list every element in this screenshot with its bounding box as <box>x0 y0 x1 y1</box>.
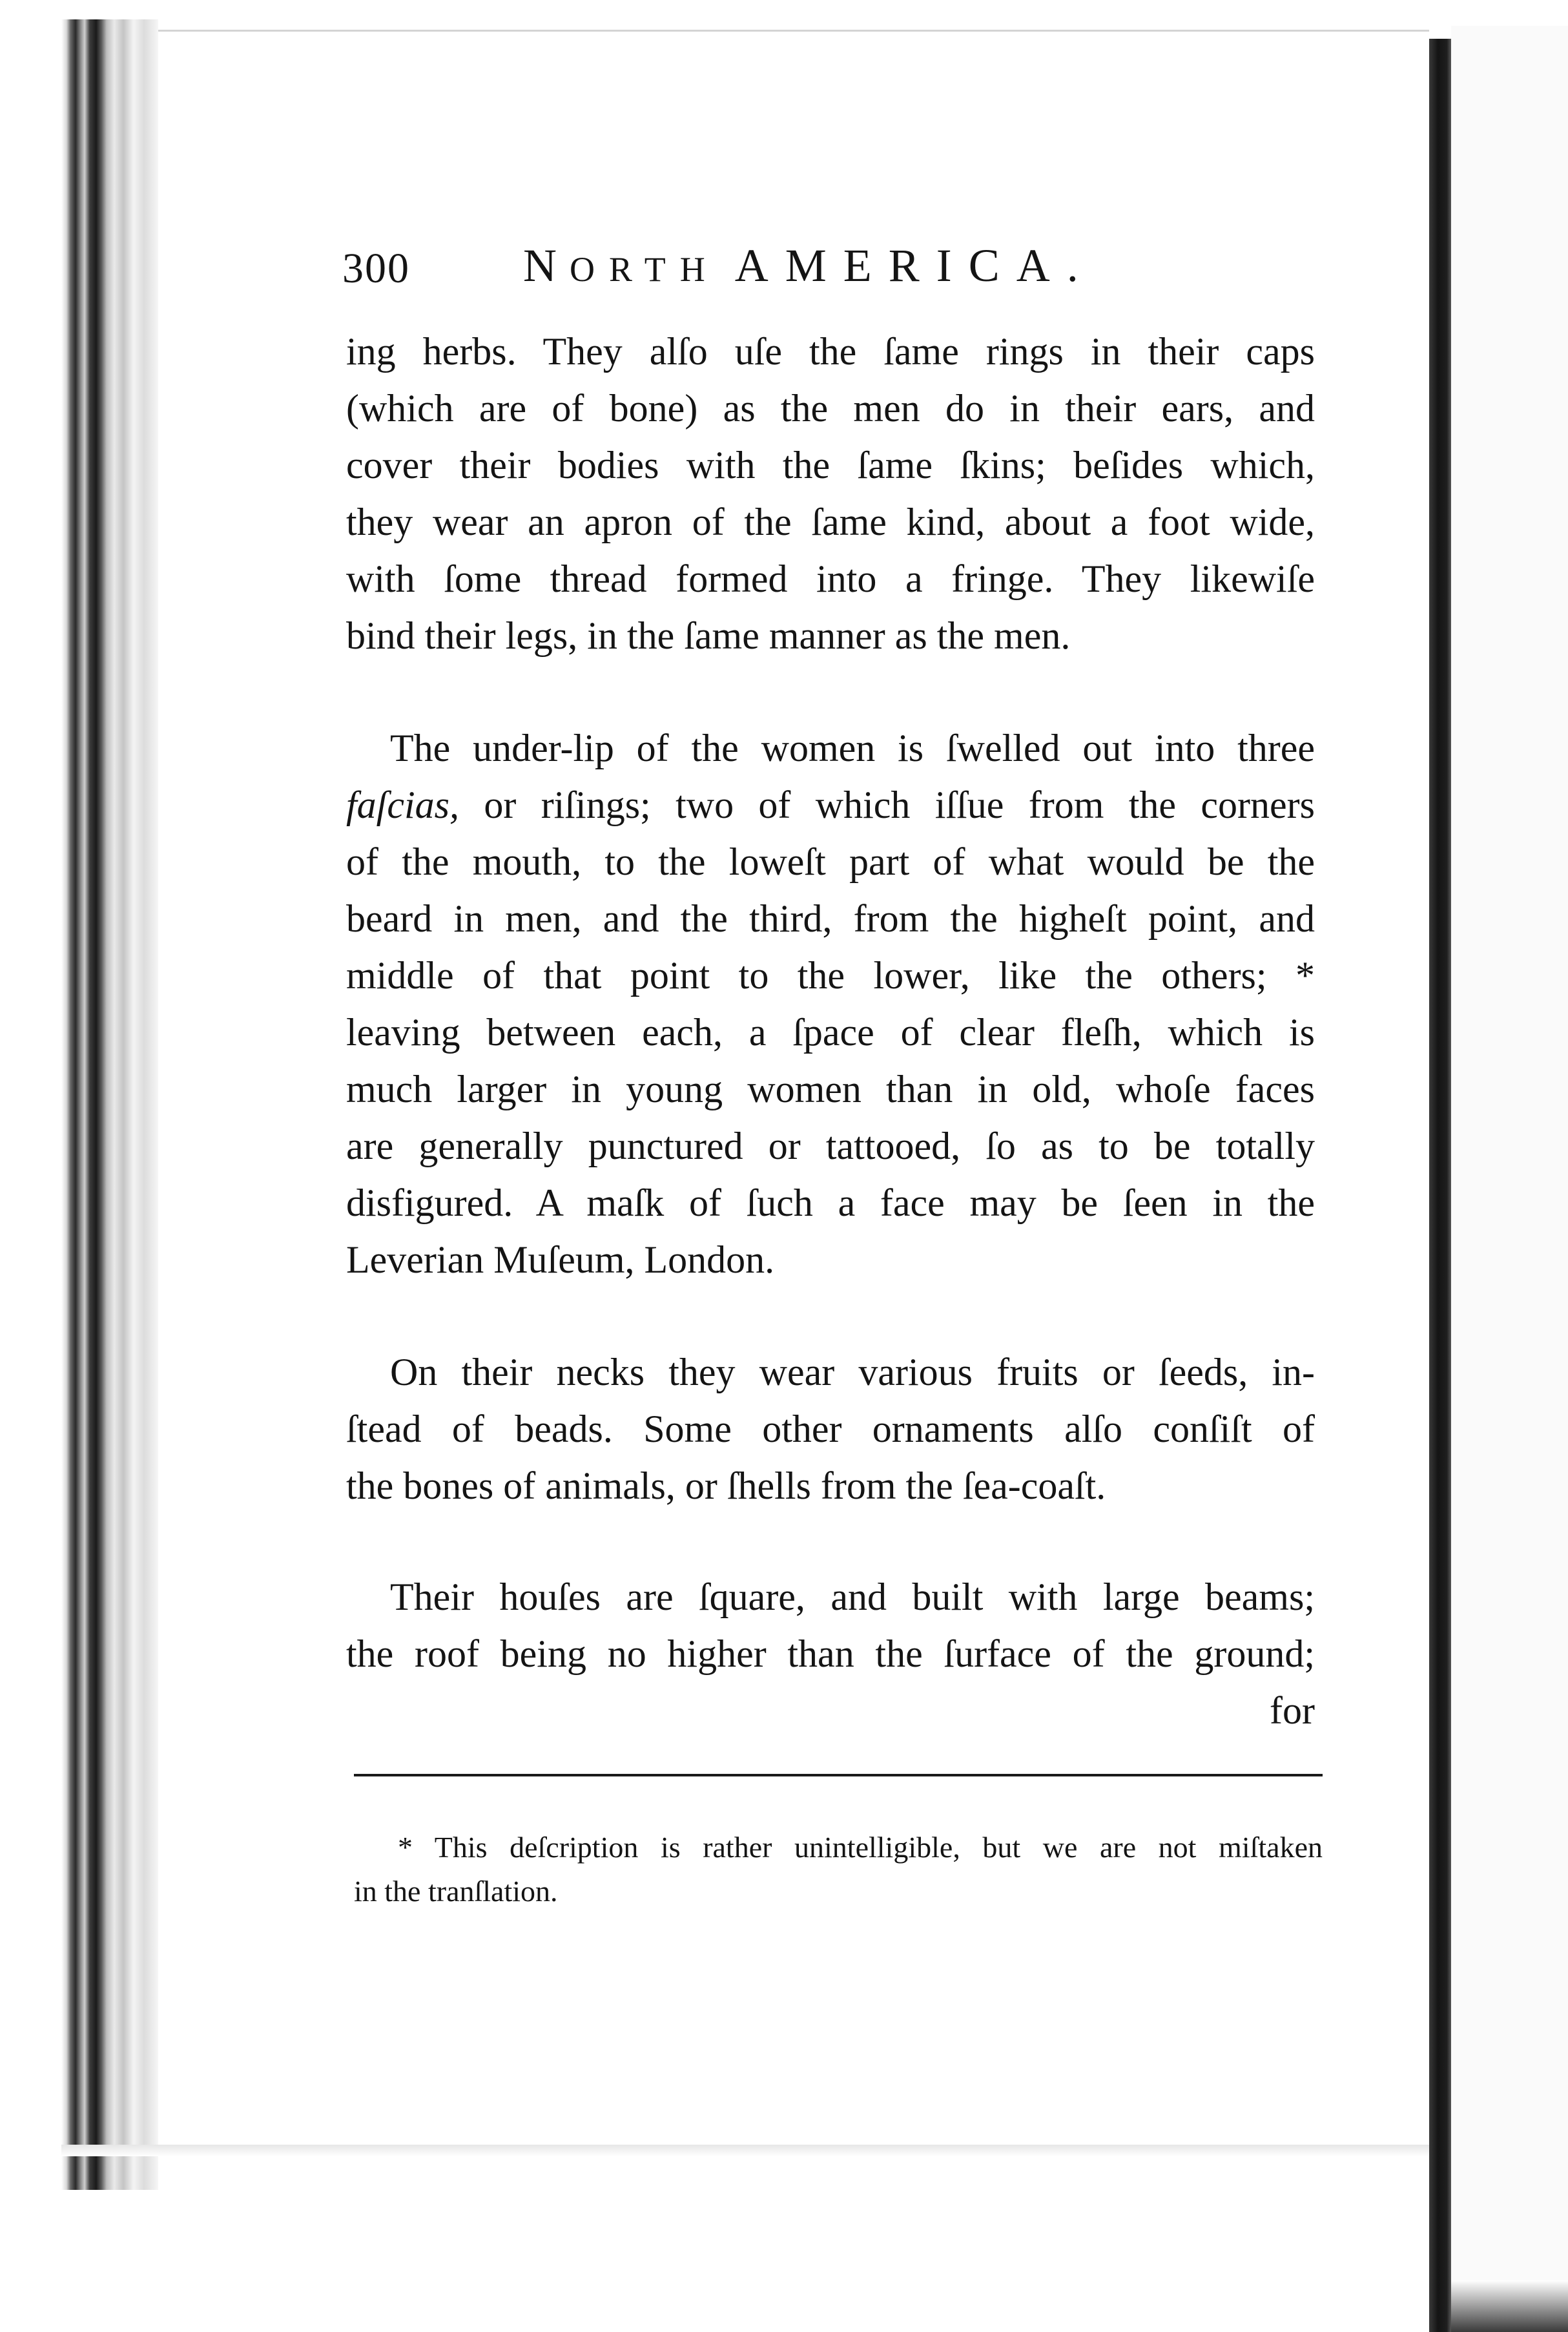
page-number: 300 <box>342 245 410 292</box>
italic-term: faſcias, <box>346 784 459 826</box>
paragraph-1 <box>346 323 1315 664</box>
text-line: (which are of bone) as the men do in their ears, and <box>346 387 1315 430</box>
paragraph-2 <box>346 720 1315 1288</box>
facing-page-edge <box>1429 39 1451 2332</box>
paragraph-4 <box>346 1568 1315 1739</box>
text-line: much larger in young women than in old, whoſe faces <box>346 1068 1315 1110</box>
page-top-edge <box>158 30 1429 32</box>
text-line: Their houſes are ſquare, and built with large beams; <box>390 1576 1315 1618</box>
text-line: middle of that point to the lower, like the others; * <box>346 954 1315 997</box>
text-line: Leverian Muſeum, London. <box>346 1238 775 1281</box>
book-spine <box>61 19 158 2190</box>
facing-page <box>1451 26 1568 2332</box>
catchword: for <box>1270 1689 1315 1732</box>
footnote-rule <box>354 1774 1323 1776</box>
text-line: disfigured. A maſk of ſuch a face may be ſeen in the <box>346 1182 1315 1224</box>
footnote <box>354 1826 1323 1913</box>
page-bottom-shadow <box>61 2145 1450 2156</box>
text-line: with ſome thread formed into a fringe. They likewiſe <box>346 557 1315 600</box>
text-line: the roof being no higher than the ſurface of the ground; <box>346 1632 1315 1675</box>
facing-page-bottom-shadow <box>1451 2280 1568 2332</box>
text-line: leaving between each, a ſpace of clear fleſh, which is <box>346 1011 1315 1054</box>
title-second-word: AMERICA. <box>734 240 1095 291</box>
text-line: ing herbs. They alſo uſe the ſame rings in their caps <box>346 330 1315 373</box>
text-line: On their necks they wear various fruits or ſeeds, in- <box>390 1351 1315 1393</box>
page-title <box>523 239 1095 293</box>
text-line-rest: or riſings; two of which iſſue from the corners <box>459 784 1315 826</box>
text-line: bind their legs, in the ſame manner as the men. <box>346 614 1071 657</box>
text-line <box>346 776 1315 833</box>
title-small-caps: ORTH <box>570 250 719 289</box>
text-line: cover their bodies with the ſame ſkins; beſides which, <box>346 444 1315 486</box>
running-head <box>342 233 1330 304</box>
body-text <box>346 323 1315 1739</box>
text-line: the bones of animals, or ſhells from the ſea-coaſt. <box>346 1464 1106 1507</box>
text-line: are generally punctured or tattooed, ſo as to be totally <box>346 1125 1315 1167</box>
text-line: The under-lip of the women is ſwelled out into three <box>390 727 1315 769</box>
text-line: they wear an apron of the ſame kind, about a foot wide, <box>346 501 1315 543</box>
footnote-line: in the tranſlation. <box>354 1875 558 1908</box>
footnote-line: * This deſcription is rather unintelligible, but we are not miſtaken <box>398 1831 1323 1864</box>
text-line: ſtead of beads. Some other ornaments alſo conſiſt of <box>346 1408 1315 1450</box>
paragraph-3 <box>346 1344 1315 1514</box>
text-line: of the mouth, to the loweſt part of what would be the <box>346 840 1315 883</box>
text-line: beard in men, and the third, from the higheſt point, and <box>346 897 1315 940</box>
title-initial: N <box>523 240 570 291</box>
